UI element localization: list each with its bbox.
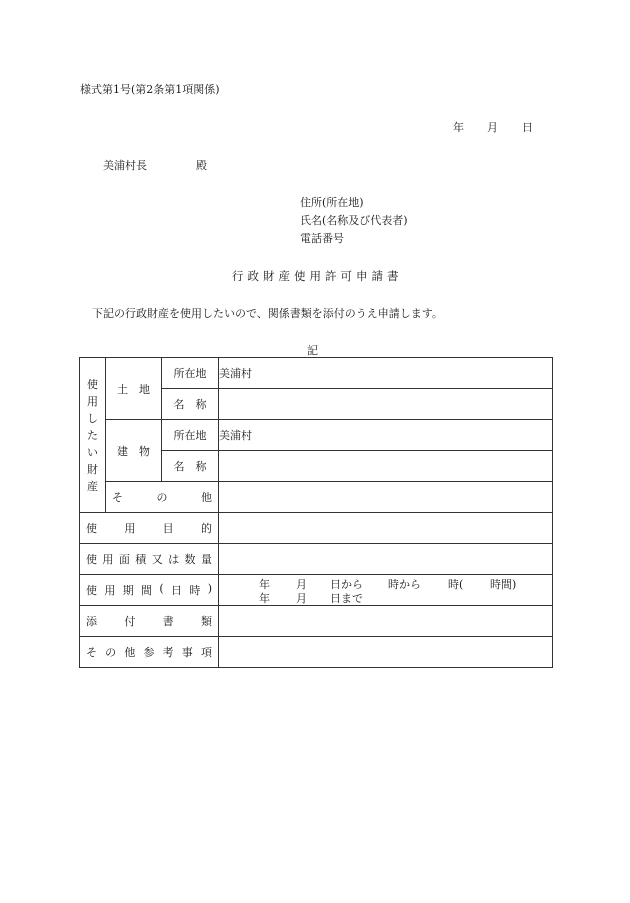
remarks-label: そ の 他 参 考 事 項 (80, 637, 219, 668)
period-start-day: 日から (330, 578, 363, 591)
period-end-day: 日まで (330, 592, 363, 605)
table-row-building-location (80, 420, 553, 451)
land-location-label: 所在地 (162, 358, 219, 389)
period-end-year: 年 (259, 592, 270, 605)
property-group-label: 使 用 し た い 財 産 (80, 358, 106, 513)
table-row-purpose (80, 513, 553, 544)
attachments-field (219, 606, 553, 637)
table-row-attachments (80, 606, 553, 637)
table-row-period (80, 575, 553, 606)
purpose-label: 使 用 目 的 (80, 513, 219, 544)
building-location-label: 所在地 (162, 420, 219, 451)
remarks-field (219, 637, 553, 668)
table-row-other (80, 482, 553, 513)
document-title: 行政財産使用許可申請書 (232, 269, 403, 283)
table-row-remarks (80, 637, 553, 668)
purpose-field (219, 513, 553, 544)
area-field (219, 544, 553, 575)
table-row-area (80, 544, 553, 575)
form-number: 様式第1号(第2条第1項関係) (80, 83, 220, 96)
addressee-title: 美浦村長 (103, 159, 147, 172)
applicant-phone-label: 電話番号 (300, 232, 344, 245)
land-label: 土 地 (106, 358, 162, 420)
applicant-name-label: 氏名(名称及び代表者) (300, 214, 408, 227)
period-hours: 時間) (490, 578, 517, 591)
other-label: そ の 他 (106, 482, 219, 513)
area-label: 使 用 面 積 又 は 数 量 (80, 544, 219, 575)
table-row-land-location (80, 358, 553, 389)
date-year-label: 年 (453, 121, 464, 134)
record-label: 記 (307, 344, 318, 357)
period-end-month: 月 (296, 592, 307, 605)
land-location-value: 美浦村 (219, 358, 553, 389)
intro-text: 下記の行政財産を使用したいので、関係書類を添付のうえ申請します。 (92, 307, 443, 320)
date-month-label: 月 (487, 121, 498, 134)
building-name-field (219, 451, 553, 482)
building-name-label: 名 称 (162, 451, 219, 482)
period-field (219, 575, 553, 606)
building-location-value: 美浦村 (219, 420, 553, 451)
period-start-year: 年 (259, 578, 270, 591)
period-label: 使 用 期 間 ( 日 時 ) (80, 575, 219, 606)
date-day-label: 日 (522, 121, 533, 134)
period-start-month: 月 (296, 578, 307, 591)
land-name-label: 名 称 (162, 389, 219, 420)
land-name-field (219, 389, 553, 420)
period-end-hour: 時( (448, 578, 464, 591)
applicant-address-label: 住所(所在地) (300, 196, 364, 209)
application-table (79, 357, 553, 668)
period-start-time: 時から (388, 578, 421, 591)
addressee-honorific: 殿 (196, 159, 207, 172)
attachments-label: 添 付 書 類 (80, 606, 219, 637)
other-field (219, 482, 553, 513)
building-label: 建 物 (106, 420, 162, 482)
